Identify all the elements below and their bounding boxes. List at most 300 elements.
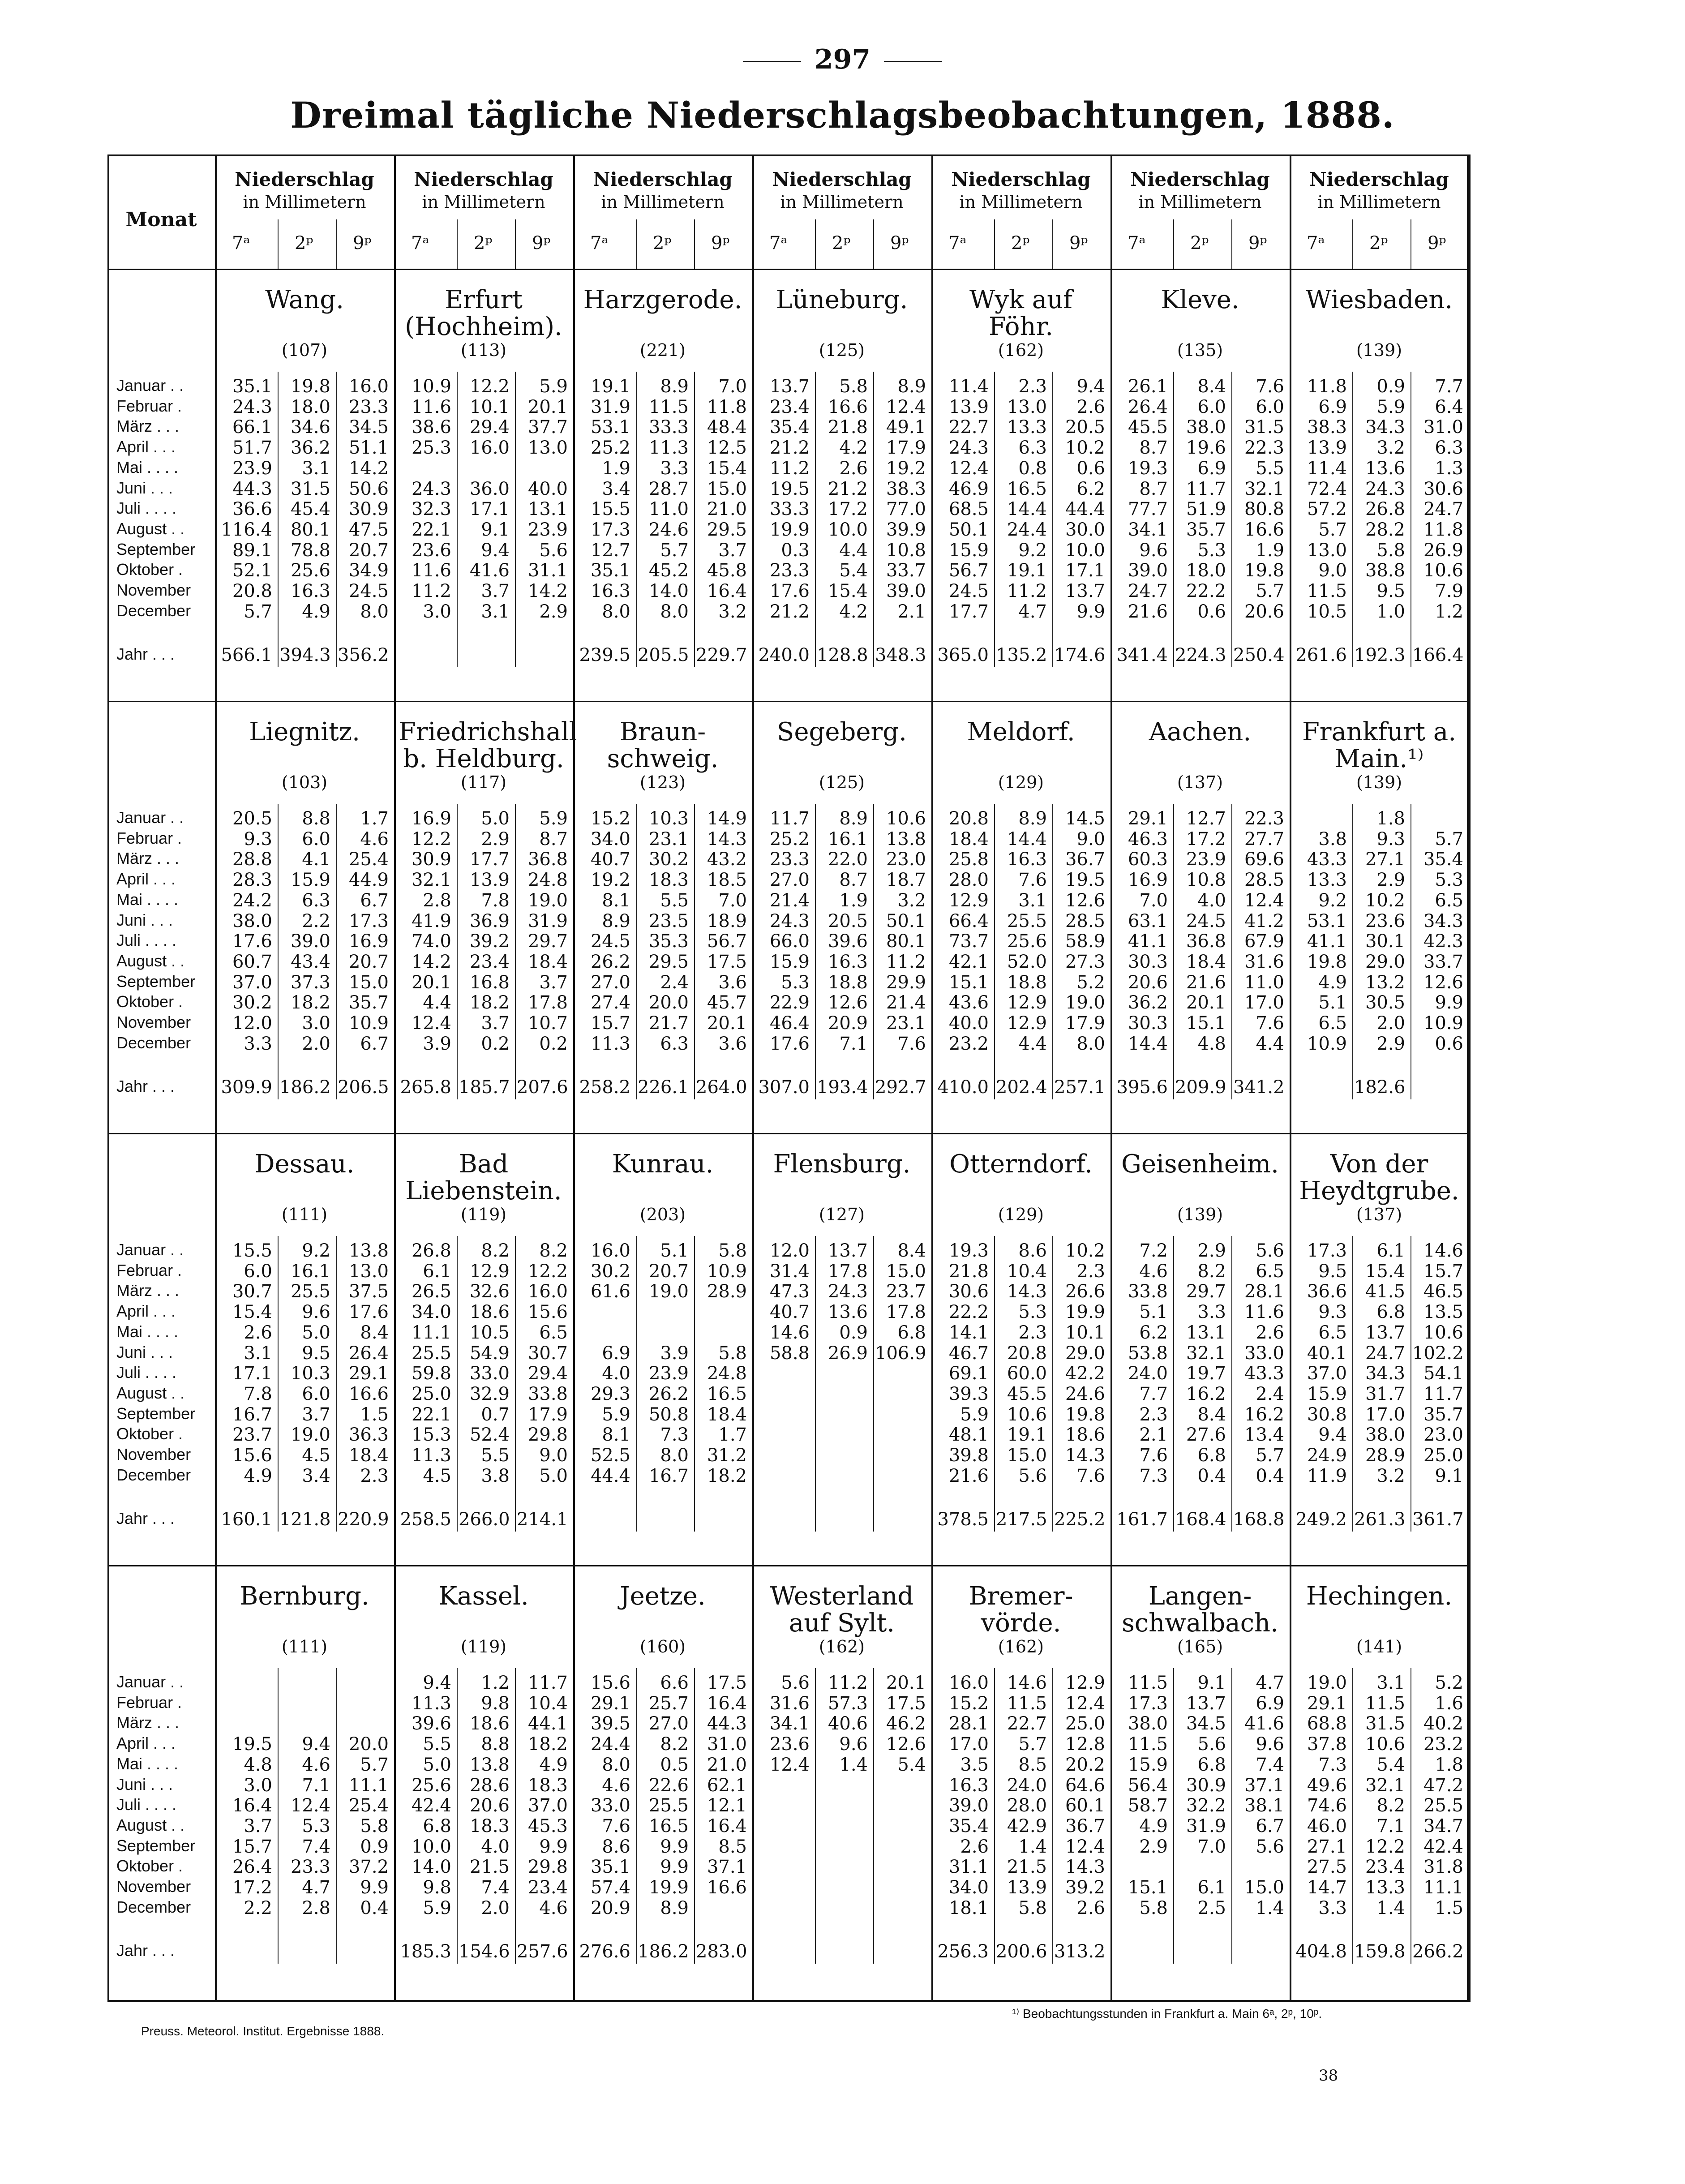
data-cell: 6.3 bbox=[660, 1033, 689, 1054]
data-cell: 15.0 bbox=[348, 972, 389, 993]
data-cell: 9.1 bbox=[1197, 1673, 1226, 1693]
data-cell: 17.7 bbox=[469, 849, 510, 870]
station-code: (165) bbox=[1177, 1637, 1223, 1656]
data-cell: 10.0 bbox=[411, 1836, 451, 1857]
data-cell: 8.0 bbox=[602, 1754, 630, 1775]
data-cell: 21.8 bbox=[948, 1261, 989, 1282]
data-cell: 27.6 bbox=[1186, 1425, 1226, 1446]
month-label: März . . . bbox=[116, 849, 180, 868]
jahr-total: 174.6 bbox=[1054, 645, 1106, 665]
column-header-title: Niederschlag bbox=[414, 168, 553, 190]
data-cell: 27.1 bbox=[1307, 1836, 1347, 1857]
data-cell: 3.1 bbox=[244, 1343, 272, 1364]
data-cell: 45.8 bbox=[707, 560, 747, 581]
data-cell: 80.8 bbox=[1244, 499, 1284, 520]
data-cell: 27.0 bbox=[590, 972, 630, 993]
data-cell: 18.3 bbox=[469, 1815, 510, 1836]
data-cell: 45.2 bbox=[648, 560, 689, 581]
jahr-total: 395.6 bbox=[1116, 1077, 1168, 1098]
data-cell: 21.0 bbox=[707, 1754, 747, 1775]
data-cell: 9.9 bbox=[660, 1836, 689, 1857]
month-label: Juli . . . . bbox=[116, 1795, 177, 1814]
month-label: Mai . . . . bbox=[116, 458, 179, 476]
data-cell: 4.7 bbox=[302, 1877, 330, 1898]
station-code: (129) bbox=[998, 772, 1044, 792]
data-cell: 12.6 bbox=[1423, 972, 1463, 993]
subcolumn-separator bbox=[1231, 1236, 1232, 1527]
data-cell: 5.6 bbox=[1256, 1836, 1284, 1857]
data-cell: 24.8 bbox=[707, 1363, 747, 1384]
data-cell: 6.1 bbox=[423, 1261, 451, 1282]
data-cell: 22.3 bbox=[1244, 438, 1284, 459]
data-cell: 24.9 bbox=[1307, 1445, 1347, 1466]
data-cell: 106.9 bbox=[875, 1343, 926, 1364]
data-cell: 16.2 bbox=[1244, 1404, 1284, 1425]
data-cell: 17.3 bbox=[348, 910, 389, 931]
jahr-total: 378.5 bbox=[937, 1509, 989, 1530]
data-cell: 15.2 bbox=[590, 808, 630, 829]
data-cell: 6.3 bbox=[302, 890, 330, 911]
data-cell: 0.3 bbox=[781, 540, 810, 561]
data-cell: 24.7 bbox=[1365, 1343, 1405, 1364]
subcolumn-separator bbox=[1352, 1668, 1353, 1959]
month-label: Juli . . . . bbox=[116, 931, 177, 950]
jahr-label: Jahr . . . bbox=[116, 1509, 175, 1528]
data-cell: 17.6 bbox=[769, 1033, 810, 1054]
data-cell: 50.6 bbox=[348, 478, 389, 499]
data-cell: 18.7 bbox=[886, 870, 926, 891]
data-cell: 5.9 bbox=[539, 376, 568, 397]
data-cell: 17.9 bbox=[1065, 1013, 1105, 1034]
subcolumn-separator bbox=[636, 640, 637, 667]
data-cell: 43.6 bbox=[948, 992, 989, 1013]
subcolumn-separator bbox=[457, 1505, 458, 1532]
data-cell: 35.1 bbox=[232, 376, 272, 397]
data-cell: 20.8 bbox=[1007, 1343, 1047, 1364]
station-name: Kleve. bbox=[1161, 285, 1239, 314]
time-label: 9ᵖ bbox=[1248, 233, 1267, 253]
data-cell: 11.7 bbox=[1186, 478, 1226, 499]
data-cell: 35.7 bbox=[1423, 1404, 1463, 1425]
data-cell: 16.9 bbox=[411, 808, 451, 829]
data-cell: 17.5 bbox=[707, 1673, 747, 1693]
subcolumn-separator bbox=[1231, 640, 1232, 667]
page-number: 297 bbox=[0, 44, 1685, 75]
data-cell: 31.0 bbox=[1423, 417, 1463, 438]
data-cell: 24.0 bbox=[1007, 1775, 1047, 1796]
data-cell: 5.7 bbox=[1256, 1445, 1284, 1466]
data-cell: 6.8 bbox=[1376, 1302, 1405, 1323]
subcolumn-separator bbox=[336, 219, 337, 269]
jahr-total: 168.8 bbox=[1233, 1509, 1285, 1530]
data-cell: 26.1 bbox=[1128, 376, 1168, 397]
data-cell: 8.4 bbox=[360, 1322, 389, 1343]
data-cell: 12.6 bbox=[827, 992, 868, 1013]
data-cell: 30.1 bbox=[1365, 931, 1405, 952]
data-cell: 61.6 bbox=[590, 1281, 630, 1302]
jahr-total: 256.3 bbox=[937, 1941, 989, 1962]
data-cell: 47.3 bbox=[769, 1281, 810, 1302]
time-label: 9ᵖ bbox=[890, 233, 909, 253]
data-cell: 11.0 bbox=[648, 499, 689, 520]
subcolumn-separator bbox=[694, 1073, 695, 1099]
jahr-total: 283.0 bbox=[696, 1941, 747, 1962]
data-cell: 39.8 bbox=[948, 1445, 989, 1466]
data-cell: 36.9 bbox=[469, 910, 510, 931]
data-cell: 0.6 bbox=[1197, 601, 1226, 622]
data-cell: 5.4 bbox=[839, 560, 868, 581]
data-cell: 49.6 bbox=[1307, 1775, 1347, 1796]
data-cell: 41.6 bbox=[469, 560, 510, 581]
jahr-total: 209.9 bbox=[1175, 1077, 1226, 1098]
data-cell: 29.4 bbox=[469, 417, 510, 438]
data-cell: 21.2 bbox=[769, 438, 810, 459]
data-cell: 7.6 bbox=[897, 1033, 926, 1054]
data-cell: 12.9 bbox=[469, 1261, 510, 1282]
data-cell: 11.2 bbox=[827, 1673, 868, 1693]
data-cell: 1.9 bbox=[839, 890, 868, 911]
data-cell: 9.4 bbox=[1318, 1425, 1347, 1446]
data-cell: 17.2 bbox=[232, 1877, 272, 1898]
data-cell: 25.5 bbox=[1007, 910, 1047, 931]
data-cell: 56.4 bbox=[1128, 1775, 1168, 1796]
data-cell: 14.2 bbox=[527, 581, 568, 601]
data-cell: 69.1 bbox=[948, 1363, 989, 1384]
data-cell: 35.3 bbox=[648, 931, 689, 952]
data-cell: 5.3 bbox=[302, 1815, 330, 1836]
data-cell: 66.4 bbox=[948, 910, 989, 931]
data-cell: 24.3 bbox=[232, 396, 272, 417]
data-cell: 4.2 bbox=[839, 438, 868, 459]
data-cell: 2.1 bbox=[1139, 1425, 1168, 1446]
data-cell: 6.0 bbox=[1197, 396, 1226, 417]
data-cell: 23.2 bbox=[948, 1033, 989, 1054]
data-cell: 46.2 bbox=[886, 1713, 926, 1734]
data-cell: 15.6 bbox=[590, 1673, 630, 1693]
data-cell: 5.4 bbox=[1376, 1754, 1405, 1775]
station-name: Kassel. bbox=[438, 1582, 529, 1611]
data-cell: 32.6 bbox=[469, 1281, 510, 1302]
data-cell: 20.1 bbox=[1186, 992, 1226, 1013]
data-cell: 48.4 bbox=[707, 417, 747, 438]
data-cell: 28.1 bbox=[948, 1713, 989, 1734]
data-cell: 15.1 bbox=[1186, 1013, 1226, 1034]
subcolumn-separator bbox=[336, 1668, 337, 1959]
subcolumn-separator bbox=[994, 804, 995, 1095]
data-cell: 48.1 bbox=[948, 1425, 989, 1446]
data-cell: 5.9 bbox=[1376, 396, 1405, 417]
data-cell: 26.9 bbox=[1423, 540, 1463, 561]
data-cell: 42.3 bbox=[1423, 931, 1463, 952]
data-cell: 32.1 bbox=[1186, 1343, 1226, 1364]
data-cell: 6.6 bbox=[660, 1673, 689, 1693]
data-cell: 1.0 bbox=[1376, 601, 1405, 622]
station-name: Harzgerode. bbox=[583, 285, 742, 314]
data-cell: 10.2 bbox=[1065, 438, 1105, 459]
data-cell: 18.3 bbox=[527, 1775, 568, 1796]
data-cell: 19.9 bbox=[769, 519, 810, 540]
data-cell: 8.7 bbox=[1139, 478, 1168, 499]
block-rule bbox=[107, 1565, 1469, 1566]
data-cell: 5.2 bbox=[1435, 1673, 1463, 1693]
data-cell: 7.7 bbox=[1435, 376, 1463, 397]
data-cell: 3.3 bbox=[660, 458, 689, 479]
data-cell: 5.8 bbox=[718, 1343, 747, 1364]
month-label: September bbox=[116, 1404, 196, 1423]
data-cell: 14.6 bbox=[1007, 1673, 1047, 1693]
data-cell: 12.6 bbox=[886, 1734, 926, 1755]
data-cell: 6.7 bbox=[1256, 1815, 1284, 1836]
data-cell: 18.6 bbox=[469, 1713, 510, 1734]
data-cell: 1.3 bbox=[1435, 458, 1463, 479]
data-cell: 20.9 bbox=[590, 1897, 630, 1918]
station-code: (162) bbox=[819, 1637, 865, 1656]
column-separator bbox=[1469, 154, 1471, 2002]
data-cell: 8.0 bbox=[360, 601, 389, 622]
subcolumn-separator bbox=[457, 1937, 458, 1964]
data-cell: 45.7 bbox=[707, 992, 747, 1013]
station-code: (160) bbox=[639, 1637, 686, 1656]
subcolumn-separator bbox=[873, 1236, 874, 1527]
data-cell: 4.9 bbox=[1139, 1815, 1168, 1836]
data-cell: 24.5 bbox=[948, 581, 989, 601]
data-cell: 5.7 bbox=[1435, 828, 1463, 850]
data-cell: 30.0 bbox=[1065, 519, 1105, 540]
data-cell: 4.5 bbox=[423, 1465, 451, 1486]
month-label: November bbox=[116, 1877, 191, 1896]
data-cell: 69.6 bbox=[1244, 849, 1284, 870]
data-cell: 34.1 bbox=[769, 1713, 810, 1734]
data-cell: 33.7 bbox=[886, 560, 926, 581]
data-cell: 18.0 bbox=[1186, 560, 1226, 581]
jahr-total: 365.0 bbox=[937, 645, 989, 665]
station-code: (203) bbox=[639, 1205, 686, 1224]
data-cell: 24.3 bbox=[1365, 478, 1405, 499]
data-cell: 16.6 bbox=[1244, 519, 1284, 540]
data-cell: 39.6 bbox=[411, 1713, 451, 1734]
data-cell: 8.4 bbox=[1197, 1404, 1226, 1425]
column-header bbox=[394, 168, 573, 213]
subcolumn-separator bbox=[1231, 372, 1232, 663]
data-cell: 16.9 bbox=[348, 931, 389, 952]
jahr-total: 264.0 bbox=[696, 1077, 747, 1098]
data-cell: 36.6 bbox=[232, 499, 272, 520]
data-cell: 10.6 bbox=[1007, 1404, 1047, 1425]
subcolumn-separator bbox=[278, 640, 279, 667]
data-cell: 34.0 bbox=[948, 1877, 989, 1898]
data-cell: 12.9 bbox=[1065, 1673, 1105, 1693]
data-cell: 31.9 bbox=[1186, 1815, 1226, 1836]
jahr-total: 185.7 bbox=[459, 1077, 510, 1098]
data-cell: 19.5 bbox=[232, 1734, 272, 1755]
data-cell: 42.4 bbox=[1423, 1836, 1463, 1857]
month-label: Juni . . . bbox=[116, 478, 173, 497]
data-cell: 19.5 bbox=[1065, 870, 1105, 891]
data-cell: 57.4 bbox=[590, 1877, 630, 1898]
data-cell: 2.1 bbox=[897, 601, 926, 622]
subcolumn-separator bbox=[636, 1937, 637, 1964]
subcolumn-separator bbox=[515, 219, 516, 269]
data-cell: 9.8 bbox=[423, 1877, 451, 1898]
data-cell: 25.0 bbox=[411, 1383, 451, 1404]
data-cell: 8.0 bbox=[660, 601, 689, 622]
subcolumn-separator bbox=[336, 372, 337, 663]
subcolumn-separator bbox=[457, 219, 458, 269]
data-cell: 25.0 bbox=[1065, 1713, 1105, 1734]
data-cell: 3.6 bbox=[718, 1033, 747, 1054]
data-cell: 9.4 bbox=[423, 1673, 451, 1693]
data-cell: 50.1 bbox=[948, 519, 989, 540]
jahr-total: 193.4 bbox=[817, 1077, 868, 1098]
data-cell: 34.3 bbox=[1365, 1363, 1405, 1384]
data-cell: 2.9 bbox=[481, 828, 510, 850]
data-cell: 6.2 bbox=[1076, 478, 1105, 499]
data-cell: 20.1 bbox=[886, 1673, 926, 1693]
data-cell: 6.9 bbox=[1318, 396, 1347, 417]
data-cell: 10.7 bbox=[527, 1013, 568, 1034]
data-cell: 35.4 bbox=[769, 417, 810, 438]
month-label: December bbox=[116, 601, 191, 620]
data-cell: 9.0 bbox=[1076, 828, 1105, 850]
column-header-title: Niederschlag bbox=[1130, 168, 1270, 190]
data-cell: 25.6 bbox=[411, 1775, 451, 1796]
data-cell: 8.4 bbox=[897, 1240, 926, 1261]
time-label: 7ᵃ bbox=[590, 233, 609, 253]
subcolumn-separator bbox=[336, 804, 337, 1095]
data-cell: 62.1 bbox=[707, 1775, 747, 1796]
data-cell: 10.5 bbox=[469, 1322, 510, 1343]
month-label: Januar . . bbox=[116, 1673, 184, 1691]
time-label: 9ᵖ bbox=[1069, 233, 1088, 253]
data-cell: 12.9 bbox=[1007, 1013, 1047, 1034]
data-cell: 24.7 bbox=[1423, 499, 1463, 520]
data-cell: 35.4 bbox=[1423, 849, 1463, 870]
data-cell: 5.7 bbox=[1256, 581, 1284, 601]
month-label: April . . . bbox=[116, 870, 176, 888]
data-cell: 4.7 bbox=[1018, 601, 1047, 622]
data-cell: 5.1 bbox=[660, 1240, 689, 1261]
data-cell: 2.0 bbox=[481, 1897, 510, 1918]
data-cell: 40.1 bbox=[1307, 1343, 1347, 1364]
data-cell: 64.6 bbox=[1065, 1775, 1105, 1796]
jahr-total: 214.1 bbox=[517, 1509, 568, 1530]
data-cell: 25.7 bbox=[648, 1693, 689, 1714]
subcolumn-separator bbox=[1352, 1937, 1353, 1964]
data-cell: 0.5 bbox=[660, 1754, 689, 1775]
data-cell: 25.0 bbox=[1423, 1445, 1463, 1466]
data-cell: 19.1 bbox=[1007, 1425, 1047, 1446]
footnote: ¹⁾ Beobachtungsstunden in Frankfurt a. Main 6ᵃ, 2ᵖ, 10ᵖ. bbox=[1012, 2007, 1322, 2021]
data-cell: 20.0 bbox=[648, 992, 689, 1013]
data-cell: 16.1 bbox=[827, 828, 868, 850]
data-cell: 29.8 bbox=[527, 1857, 568, 1878]
time-label: 2ᵖ bbox=[295, 233, 313, 253]
data-cell: 8.9 bbox=[1018, 808, 1047, 829]
data-cell: 19.1 bbox=[1007, 560, 1047, 581]
data-cell: 24.4 bbox=[1007, 519, 1047, 540]
data-cell: 3.4 bbox=[302, 1465, 330, 1486]
data-cell: 12.5 bbox=[707, 438, 747, 459]
data-cell: 5.0 bbox=[302, 1322, 330, 1343]
data-cell: 17.1 bbox=[1065, 560, 1105, 581]
month-label: März . . . bbox=[116, 1281, 180, 1300]
data-cell: 1.9 bbox=[602, 458, 630, 479]
data-cell: 14.2 bbox=[348, 458, 389, 479]
data-cell: 23.9 bbox=[1186, 849, 1226, 870]
data-cell: 27.0 bbox=[769, 870, 810, 891]
jahr-total: 128.8 bbox=[817, 645, 868, 665]
jahr-total: 292.7 bbox=[875, 1077, 926, 1098]
data-cell: 7.7 bbox=[1139, 1383, 1168, 1404]
data-cell: 44.4 bbox=[590, 1465, 630, 1486]
data-cell: 2.8 bbox=[302, 1897, 330, 1918]
data-cell: 35.7 bbox=[1186, 519, 1226, 540]
data-cell: 15.0 bbox=[1244, 1877, 1284, 1898]
data-cell: 21.4 bbox=[886, 992, 926, 1013]
data-cell: 10.3 bbox=[648, 808, 689, 829]
data-cell: 16.5 bbox=[1007, 478, 1047, 499]
subcolumn-separator bbox=[815, 1937, 816, 1964]
subcolumn-separator bbox=[636, 804, 637, 1095]
data-cell: 27.3 bbox=[1065, 951, 1105, 972]
data-cell: 20.5 bbox=[827, 910, 868, 931]
data-cell: 12.2 bbox=[469, 376, 510, 397]
data-cell: 8.6 bbox=[1018, 1240, 1047, 1261]
data-cell: 31.1 bbox=[948, 1857, 989, 1878]
subcolumn-separator bbox=[1052, 1073, 1053, 1099]
data-cell: 15.4 bbox=[232, 1302, 272, 1323]
data-cell: 22.1 bbox=[411, 1404, 451, 1425]
column-header-title: Niederschlag bbox=[772, 168, 912, 190]
month-label: Oktober . bbox=[116, 560, 183, 579]
station-code: (129) bbox=[998, 1205, 1044, 1224]
data-cell: 52.5 bbox=[590, 1445, 630, 1466]
data-cell: 30.3 bbox=[1128, 1013, 1168, 1034]
data-cell: 0.4 bbox=[1197, 1465, 1226, 1486]
time-label: 7ᵃ bbox=[948, 233, 967, 253]
data-cell: 23.4 bbox=[469, 951, 510, 972]
data-cell: 38.0 bbox=[232, 910, 272, 931]
data-cell: 2.6 bbox=[1076, 396, 1105, 417]
data-cell: 39.2 bbox=[1065, 1877, 1105, 1898]
jahr-total: 159.8 bbox=[1354, 1941, 1406, 1962]
data-cell: 29.0 bbox=[1065, 1343, 1105, 1364]
data-cell: 60.7 bbox=[232, 951, 272, 972]
column-header-unit: in Millimetern bbox=[422, 192, 545, 212]
data-cell: 4.4 bbox=[839, 540, 868, 561]
data-cell: 12.7 bbox=[590, 540, 630, 561]
data-cell: 6.0 bbox=[302, 1383, 330, 1404]
month-label: März . . . bbox=[116, 417, 180, 436]
data-cell: 11.6 bbox=[411, 396, 451, 417]
data-cell: 16.3 bbox=[948, 1775, 989, 1796]
column-header-title: Niederschlag bbox=[1309, 168, 1449, 190]
data-cell: 33.3 bbox=[769, 499, 810, 520]
jahr-total: 121.8 bbox=[279, 1509, 331, 1530]
data-cell: 15.0 bbox=[1007, 1445, 1047, 1466]
data-cell: 27.5 bbox=[1307, 1857, 1347, 1878]
data-cell: 29.1 bbox=[1128, 808, 1168, 829]
data-cell: 23.9 bbox=[232, 458, 272, 479]
data-cell: 5.6 bbox=[1197, 1734, 1226, 1755]
data-cell: 15.0 bbox=[886, 1261, 926, 1282]
data-cell: 21.2 bbox=[827, 478, 868, 499]
time-label: 2ᵖ bbox=[1011, 233, 1030, 253]
data-cell: 1.9 bbox=[1256, 540, 1284, 561]
data-cell: 29.5 bbox=[707, 519, 747, 540]
data-cell: 46.9 bbox=[948, 478, 989, 499]
data-cell: 21.6 bbox=[1186, 972, 1226, 993]
